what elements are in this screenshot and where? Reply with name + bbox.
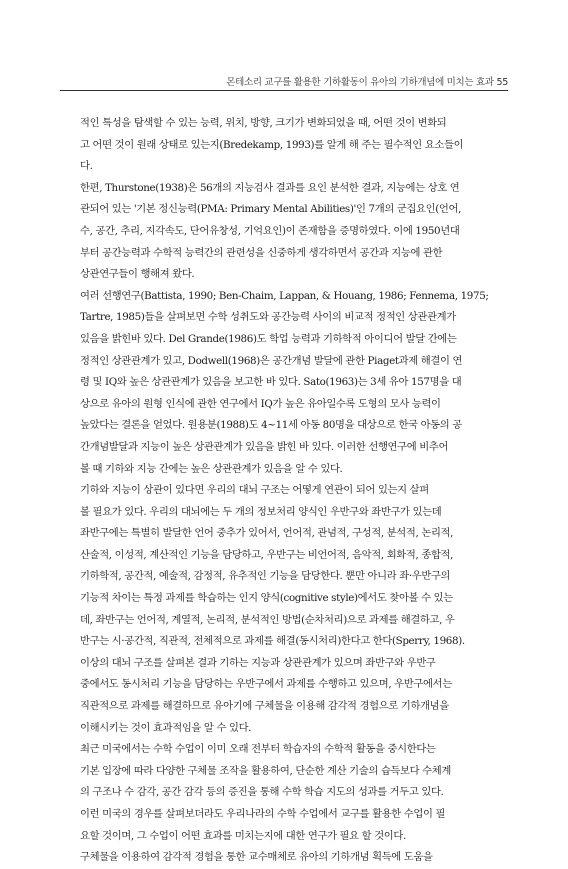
paragraph: [80, 113, 510, 178]
text-line: 요할 것이며, 그 수업이 어떤 효과를 미치는지에 대한 연구가 필요 할 것이다.: [80, 829, 406, 842]
text-line: 수, 공간, 추리, 지각속도, 단어유창성, 기억요인)이 존재함을 증명하였다. 이에 1950년대: [80, 224, 460, 237]
text-line: 령 및 IQ와 높은 상관관계가 있음을 보고한 바 있다. Sato(1963)는 3세 유아 157명을 대: [80, 376, 462, 389]
text-line: 고 어떤 것이 원래 상태로 있는지(Bredekamp, 1993)를 알게 해 주는 필수적인 요소들이: [80, 138, 464, 151]
paragraph: [80, 847, 510, 869]
running-title: 몬테소리 교구를 활용한 기하활동이 유아의 기하개념에 미치는 효과 55: [226, 77, 508, 88]
paragraph: [80, 178, 510, 286]
text-line: 정적인 상관관계가 있고, Dodwell(1968)은 공간개념 발달에 관한 Piaget과제 해결이 연: [80, 354, 463, 367]
text-line: 이런 미국의 경우를 살펴보더라도 우리나라의 수학 수업에서 교구를 활용한 수업이 필: [80, 808, 446, 820]
paragraph: [80, 739, 510, 847]
text-line: 있음을 밝힌바 있다. Del Grande(1986)도 학업 능력과 기하학적 아이디어 발달 간에는: [80, 332, 457, 345]
text-line: 높았다는 결론을 얻었다. 원용분(1988)도 4~11세 아동 80명을 대상으로 한국 아동의 공: [80, 419, 462, 432]
text-line: 부터 공간능력과 수학적 능력간의 관련성을 신중하게 생각하면서 공간과 지능에 관한: [80, 246, 443, 259]
text-line: 이해시키는 것이 효과적임을 알 수 있다.: [80, 721, 252, 734]
text-line: 볼 필요가 있다. 우리의 대뇌에는 두 개의 정보처리 양식인 우반구와 좌반구가 있는데: [80, 505, 442, 518]
text-line: 적인 특성을 탐색할 수 있는 능력, 위치, 방향, 크기가 변화되었을 때, 어떤 것이 변화되: [80, 117, 447, 129]
text-line: 의 구조나 수 감각, 공간 감각 등의 증진을 통해 수학 학습 지도의 성과를 거두고 있다.: [80, 786, 444, 799]
text-line: 상으로 유아의 원형 인식에 관한 연구에서 IQ가 높은 유아일수록 도형의 모사 능력이: [80, 397, 441, 410]
text-line: 데, 좌반구는 언어적, 계열적, 논리적, 분석적인 방법(순차처리)으로 과제를 해결하고, 우: [80, 613, 455, 626]
paragraph: [80, 286, 510, 480]
text-line: 기하와 지능이 상관이 있다면 우리의 대뇌 구조는 어떻게 연관이 되어 있는지 살펴: [80, 484, 429, 497]
text-line: 산술적, 이성적, 계산적인 기능을 담당하고, 우반구는 비언어적, 음악적, 회화적, 종합적,: [80, 548, 454, 561]
text-line: 기본 입장에 따라 다양한 구체물 조작을 활용하여, 단순한 계산 기술의 습득보다 수체계: [80, 764, 451, 777]
text-line: 간개념발달과 지능이 높은 상관관계가 있음을 밝힌 바 있다. 이러한 선행연구에 비추어: [80, 440, 449, 453]
text-line: 구체물을 이용하여 감각적 경험을 통한 교수매체로 유아의 기하개념 획득에 도움을: [80, 851, 433, 864]
text-line: 여러 선행연구(Battista, 1990; Ben-Chaim, Lappan, & Houang, 1986; Fennema, 1975;: [80, 289, 489, 302]
body-text: [80, 113, 510, 869]
text-line: 상관연구들이 행해져 왔다.: [80, 268, 195, 281]
running-header: [60, 74, 508, 91]
paragraph: [80, 653, 510, 739]
text-line: Tartre, 1985)들을 살펴보면 수학 성취도와 공간능력 사이의 비교적 정적인 상관관계가: [80, 311, 456, 324]
text-line: 반구는 시·공간적, 직관적, 전체적으로 과제를 해결(동시처리)한다고 한다(Sperry, 1968).: [80, 635, 465, 648]
text-line: 기능적 차이는 특정 과제를 학습하는 인지 양식(cognitive style)에서도 찾아볼 수 있는: [80, 592, 453, 605]
text-line: 다.: [80, 160, 93, 173]
text-line: 직관적으로 과제를 해결하므로 유아기에 구체물을 이용해 감각적 경험으로 기하개념을: [80, 700, 449, 713]
text-line: 최근 미국에서는 수학 수업이 이미 오래 전부터 학습자의 수학적 활동을 중시한다는: [80, 743, 436, 756]
text-line: 볼 때 기하와 지능 간에는 높은 상관관계가 있음을 알 수 있다.: [80, 462, 343, 475]
text-line: 이상의 대뇌 구조를 살펴본 결과 기하는 지능과 상관관계가 있으며 좌반구와 우반구: [80, 656, 436, 669]
paragraph: [80, 480, 510, 653]
text-line: 중에서도 동시처리 기능을 담당하는 우반구에서 과제를 수행하고 있으며, 우반구에서는: [80, 678, 452, 691]
text-line: 한편, Thurstone(1938)은 56개의 지능검사 결과를 요인 분석한 결과, 지능에는 상호 연: [80, 181, 460, 194]
text-line: 좌반구에는 특별히 발달한 언어 중추가 있어서, 언어적, 관념적, 구성적, 분석적, 논리적,: [80, 527, 454, 540]
text-line: 관되어 있는 '기본 정신능력(PMA: Primary Mental Abilities)'인 7개의 군집요인(언어,: [80, 203, 462, 216]
text-line: 기하학적, 공간적, 예술적, 감정적, 유추적인 기능을 담당한다. 뿐만 아니라 좌·우반구의: [80, 570, 451, 583]
